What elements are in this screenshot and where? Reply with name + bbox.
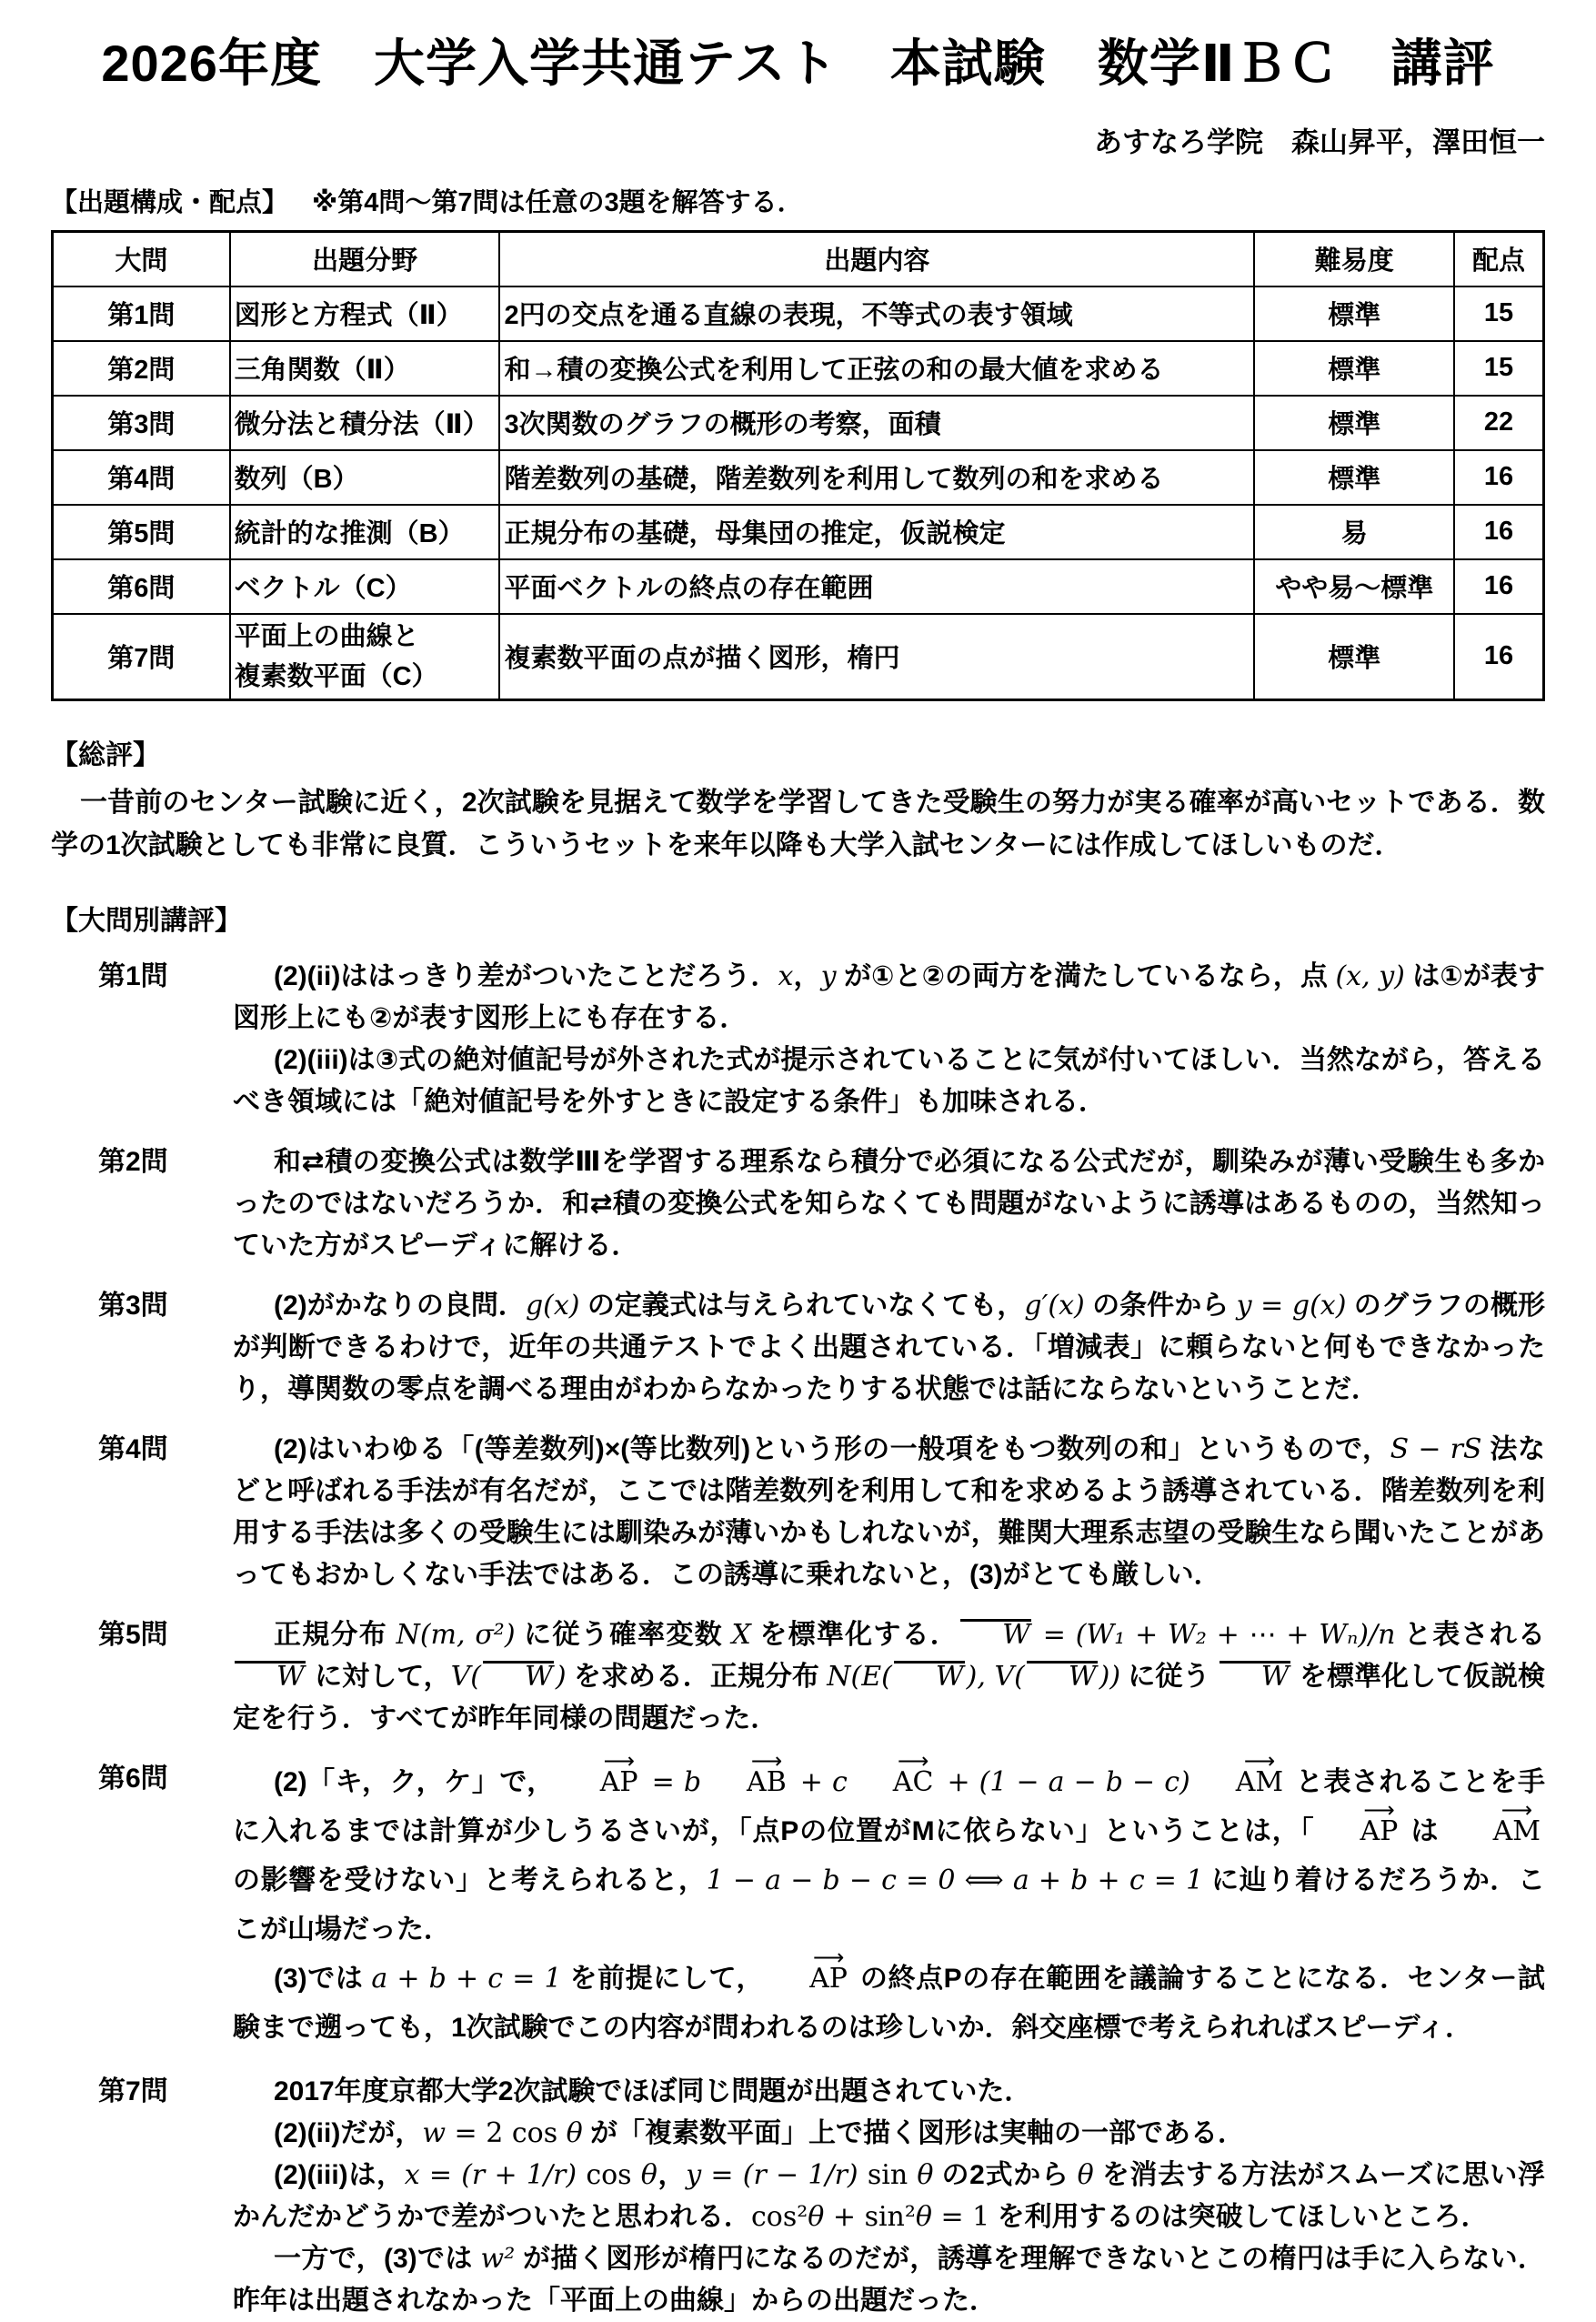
- text-run: 2017年度京都大学2次試験でほぼ同じ問題が出題されていた．: [274, 2076, 1032, 2106]
- col-header-1: 出題分野: [230, 231, 500, 286]
- math-run: g(x): [525, 1289, 580, 1322]
- commentary-paragraph: [233, 1429, 1545, 1596]
- table-cell: 標準: [1254, 450, 1454, 505]
- overline-W: W: [481, 1664, 556, 1691]
- table-row: [53, 559, 1544, 614]
- table-row: [53, 396, 1544, 450]
- math-run: θ: [566, 2116, 583, 2149]
- text-run: が「複素数平面」上で描く図形は実軸の一部である．: [582, 2117, 1246, 2148]
- commentary-paragraph: [233, 1141, 1545, 1267]
- table-cell: 数列（B）: [230, 450, 500, 505]
- table-row: [53, 341, 1544, 396]
- math-run: θ: [915, 2200, 932, 2233]
- table-cell: 3次関数のグラフの概形の考察，面積: [499, 396, 1254, 450]
- by-question-heading: 【大問別講評】: [51, 905, 242, 936]
- text-run: の影響を受けない」と考えられると，: [233, 1865, 707, 1895]
- section-body: [233, 1758, 1545, 2053]
- text-run: (2)がかなりの良問．: [274, 1290, 526, 1321]
- table-cell: 階差数列の基礎，階差数列を利用して数列の和を求める: [499, 450, 1254, 505]
- table-row: [53, 614, 1544, 700]
- section-label: 第4問: [98, 1433, 168, 1464]
- commentary-paragraph: [233, 1040, 1545, 1123]
- overline-W: W: [1218, 1664, 1292, 1691]
- table-row: [53, 505, 1544, 559]
- math-run: y: [820, 960, 837, 992]
- table-cell: 第2問: [53, 341, 230, 396]
- math-run: (x, y): [1335, 960, 1405, 992]
- math-run: θ: [1077, 2158, 1094, 2191]
- math-run: + (1 − a − b − c): [938, 1765, 1190, 1798]
- math-run: )): [1099, 1660, 1121, 1693]
- math-run: w²: [480, 2242, 516, 2275]
- text-run: ，: [793, 960, 821, 991]
- table-cell: 第6問: [53, 559, 230, 614]
- text-run: と表される: [1395, 1619, 1546, 1650]
- section-body: [233, 2071, 1545, 2322]
- text-run: を標準化して仮説検定を行う．すべてが昨年同様の問題だった．: [233, 1661, 1545, 1734]
- section-q5: [51, 1614, 1545, 1740]
- math-run: V(: [450, 1660, 481, 1693]
- math-run: = b: [642, 1765, 702, 1798]
- overline-W: W: [892, 1664, 967, 1691]
- table-cell: [230, 614, 500, 700]
- text-run: に従う確率変数: [515, 1619, 732, 1650]
- text-run: の終点Pの存在範囲を議論することになる．センター試験まで遡っても，1次試験でこの内容が問われるのは珍しいか．斜交座標で考えられればスピーディ．: [233, 1963, 1545, 2043]
- text-run: (2)「キ，ク，ケ」で，: [274, 1766, 555, 1797]
- math-run: = (W₁ + W₂ + ⋯ + Wₙ)/n: [1033, 1618, 1396, 1651]
- commentary-paragraph: [233, 2238, 1545, 2322]
- text-run: を消去する方法がスムーズに思い浮かんだかどうかで差がついたと思われる．: [233, 2159, 1545, 2232]
- text-run: は①が表す図形上にも②が表す図形上にも存在する．: [233, 960, 1545, 1033]
- overline-W: W: [959, 1622, 1033, 1649]
- table-cell: 16: [1454, 559, 1543, 614]
- table-cell: 第1問: [53, 286, 230, 341]
- math-run: ), V(: [966, 1660, 1025, 1693]
- commentary-paragraph: [233, 1758, 1545, 1955]
- sections-list: [51, 956, 1545, 2322]
- text-run: (2)(ii)だが，: [274, 2117, 423, 2148]
- text-run: (3)では: [274, 1963, 372, 1994]
- section-q7: [51, 2071, 1545, 2322]
- table-cell: 2円の交点を通る直線の表現，不等式の表す領域: [499, 286, 1254, 341]
- math-run: y = g(x): [1236, 1289, 1347, 1322]
- math-run: N(m, σ²): [396, 1618, 516, 1651]
- text-run: に対して，: [306, 1661, 451, 1692]
- commentary-paragraph: [233, 1955, 1545, 2053]
- overline-W: W: [233, 1664, 307, 1691]
- section-label: 第5問: [98, 1619, 168, 1650]
- roman-math-run: cos: [577, 2158, 641, 2191]
- composition-heading: 【出題構成・配点】: [51, 187, 289, 217]
- math-run: w: [422, 2116, 447, 2149]
- table-cell: 易: [1254, 505, 1454, 559]
- table-cell-line: 平面上の曲線と: [234, 621, 419, 651]
- table-cell: 正規分布の基礎，母集団の推定，仮説検定: [499, 505, 1254, 559]
- section-label: 第1問: [98, 960, 168, 991]
- table-cell: 標準: [1254, 614, 1454, 700]
- section-label: 第3問: [98, 1290, 168, 1321]
- table-cell: 22: [1454, 396, 1543, 450]
- composition-note: ※第4問～第7問は任意の3題を解答する．: [312, 187, 804, 217]
- table-cell: 15: [1454, 286, 1543, 341]
- commentary-paragraph: [233, 2155, 1545, 2238]
- text-run: (2)(iii)は③式の絶対値記号が外された式が提示されていることに気が付いてほしい．当然ながら，答えるべき領域には「絶対値記号を外すときに設定する条件」も加味される．: [233, 1044, 1545, 1117]
- table-cell: 複素数平面の点が描く図形，楕円: [499, 614, 1254, 700]
- text-run: を利用するのは突破してほしいところ．: [989, 2201, 1489, 2232]
- text-run: の定義式は与えられていなくても，: [579, 1290, 1025, 1321]
- math-run: a + b + c = 1: [371, 1962, 562, 1995]
- text-run: を前提にして，: [561, 1963, 765, 1994]
- math-run: x: [778, 960, 794, 992]
- vector-AC: ⟶ AC: [852, 1769, 934, 1796]
- text-run: の2式から: [933, 2159, 1078, 2190]
- col-header-2: 出題内容: [499, 231, 1254, 286]
- roman-math-run: + sin²: [824, 2200, 916, 2233]
- table-cell: 15: [1454, 341, 1543, 396]
- math-run: y = (r − 1/r): [686, 2158, 858, 2191]
- text-run: (2)(iii)は，: [274, 2159, 405, 2190]
- text-run: に従う: [1120, 1661, 1218, 1692]
- section-body: [233, 1614, 1545, 1740]
- composition-table: [51, 230, 1545, 701]
- section-q2: [51, 1141, 1545, 1267]
- section-q3: [51, 1285, 1545, 1411]
- vector-AP: ⟶ AP: [1320, 1818, 1399, 1845]
- table-cell: ベクトル（C）: [230, 559, 500, 614]
- col-header-3: 難易度: [1254, 231, 1454, 286]
- overline-W: W: [1025, 1664, 1099, 1691]
- section-label: 第2問: [98, 1146, 168, 1177]
- commentary-paragraph: [233, 1285, 1545, 1411]
- text-run: と表されることを手に入れるまでは計算が少しうるさいが，「点Pの位置がMに依らない」ということは，「: [233, 1766, 1545, 1846]
- table-row: [53, 450, 1544, 505]
- roman-math-run: = 1: [931, 2200, 990, 2233]
- math-run: 1 − a − b − c = 0 ⟺ a + b + c = 1: [706, 1864, 1204, 1896]
- roman-math-run: cos²: [751, 2200, 808, 2233]
- text-run: を求める．正規分布: [566, 1661, 828, 1692]
- vector-AM: ⟶ AM: [1452, 1818, 1541, 1845]
- math-run: S − rS: [1390, 1432, 1482, 1465]
- roman-math-run: sin: [858, 2158, 918, 2191]
- table-cell: やや易～標準: [1254, 559, 1454, 614]
- text-run: が描く図形が楕円になるのだが，誘導を理解できないとこの楕円は手に入らない．昨年は出題されなかった「平面上の曲線」からの出題だった．: [233, 2243, 1545, 2316]
- math-run: θ: [640, 2158, 657, 2191]
- table-row: [53, 286, 1544, 341]
- authors-line: あすなろ学院 森山昇平，澤田恒一: [1094, 126, 1545, 158]
- section-label: 第7問: [98, 2076, 168, 2106]
- math-run: θ: [808, 2200, 825, 2233]
- table-cell: 図形と方程式（Ⅱ）: [230, 286, 500, 341]
- table-cell: 第7問: [53, 614, 230, 700]
- table-cell: 16: [1454, 505, 1543, 559]
- text-run: 正規分布: [274, 1619, 396, 1650]
- table-cell: 16: [1454, 450, 1543, 505]
- overall-heading: 【総評】: [51, 739, 160, 770]
- table-cell: 第4問: [53, 450, 230, 505]
- table-cell: 第3問: [53, 396, 230, 450]
- math-run: θ: [917, 2158, 934, 2191]
- roman-math-run: = 2 cos: [446, 2116, 567, 2149]
- table-cell: 標準: [1254, 396, 1454, 450]
- math-run: g′(x): [1024, 1289, 1085, 1322]
- section-q6: [51, 1758, 1545, 2053]
- text-run: の条件から: [1084, 1290, 1237, 1321]
- overall-paragraph: 一昔前のセンター試験に近く，2次試験を見据えて数学を学習してきた受験生の努力が実る確率が高いセットである．数学の1次試験としても非常に良質．こういうセットを来年以降も大学入試センターには作成してほしいものだ．: [51, 787, 1545, 860]
- composition-header-line: [51, 182, 1545, 219]
- table-cell: 統計的な推測（B）: [230, 505, 500, 559]
- text-run: (2)はいわゆる「(等差数列)×(等比数列)という形の一般項をもつ数列の和」というもので，: [274, 1433, 1390, 1464]
- text-run: 法などと呼ばれる手法が有名だが，ここでは階差数列を利用して和を求めるよう誘導されている．階差数列を利用する手法は多くの受験生には馴染みが薄いかもしれないが，難関大理系志望の受験生なら聞いたことがあってもおかしくない手法ではある．この誘導に乗れないと，(3)がとても厳しい．: [233, 1433, 1546, 1590]
- table-cell: 標準: [1254, 341, 1454, 396]
- math-run: + c: [790, 1765, 848, 1798]
- page-title: 2026年度 大学入学共通テスト 本試験 数学ⅡＢＣ 講評: [101, 35, 1495, 92]
- table-cell: 微分法と積分法（Ⅱ）: [230, 396, 500, 450]
- table-header-row: [53, 231, 1544, 286]
- text-run: が①と②の両方を満たしているなら，点: [836, 960, 1336, 991]
- commentary-paragraph: [233, 2113, 1545, 2155]
- table-cell: 三角関数（Ⅱ）: [230, 341, 500, 396]
- text-run: を標準化する．: [750, 1619, 959, 1650]
- text-run: ，: [657, 2159, 687, 2190]
- section-q1: [51, 956, 1545, 1123]
- text-run: は: [1402, 1815, 1448, 1846]
- text-run: 一方で，(3)では: [274, 2243, 481, 2274]
- vector-AP: ⟶ AP: [768, 1965, 848, 1993]
- text-run: のグラフの概形が判断できるわけで，近年の共通テストでよく出題されている．「増減表」に頼らないと何もできなかったり，導関数の零点を調べる理由がわからなかったりする状態では話にならないということだ．: [233, 1290, 1545, 1404]
- col-header-4: 配点: [1454, 231, 1543, 286]
- col-header-0: 大問: [53, 231, 230, 286]
- text-run: 和⇄積の変換公式は数学Ⅲを学習する理系なら積分で必須になる公式だが，馴染みが薄い受験生も多かったのではないだろうか．和⇄積の変換公式を知らなくても問題がないように誘導はあるものの，当然知っていた方がスピーディに解ける．: [233, 1146, 1545, 1261]
- vector-AM: ⟶ AM: [1195, 1769, 1283, 1796]
- vector-AP: ⟶ AP: [559, 1769, 638, 1796]
- section-body: [233, 956, 1545, 1123]
- math-run: x = (r + 1/r): [404, 2158, 577, 2191]
- commentary-paragraph: [233, 956, 1545, 1040]
- table-cell-line: 複素数平面（C）: [234, 661, 438, 691]
- commentary-paragraph: [233, 2071, 1545, 2113]
- text-run: に辿り着けるだろうか．ここが山場だった．: [233, 1865, 1546, 1945]
- table-cell: 第5問: [53, 505, 230, 559]
- vector-AB: ⟶ AB: [706, 1769, 787, 1796]
- section-body: [233, 1141, 1545, 1267]
- section-label: 第6問: [98, 1763, 168, 1794]
- commentary-paragraph: [233, 1614, 1545, 1740]
- math-run: X: [731, 1618, 751, 1651]
- text-run: (2)(ii)ははっきり差がついたことだろう．: [274, 960, 778, 991]
- section-body: [233, 1429, 1545, 1596]
- section-body: [233, 1285, 1545, 1411]
- section-q4: [51, 1429, 1545, 1596]
- table-cell: 平面ベクトルの終点の存在範囲: [499, 559, 1254, 614]
- table-cell: 16: [1454, 614, 1543, 700]
- table-cell: 和→積の変換公式を利用して正弦の和の最大値を求める: [499, 341, 1254, 396]
- math-run: ): [555, 1660, 567, 1693]
- math-run: N(E(: [827, 1660, 892, 1693]
- table-cell: 標準: [1254, 286, 1454, 341]
